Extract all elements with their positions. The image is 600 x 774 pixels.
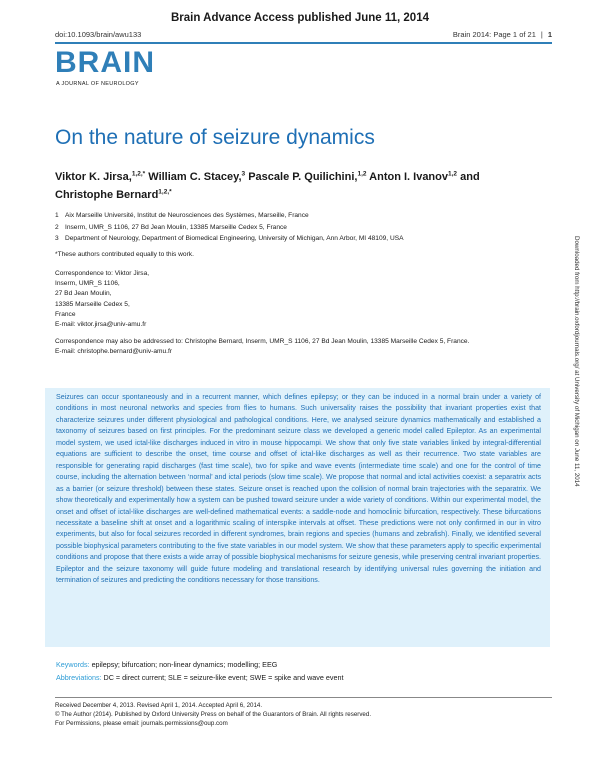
correspondence: Correspondence to: Viktor Jirsa, Inserm, UMR_S 1106, 27 Bd Jean Moulin, 13385 Marseille Cedex 5, France E-mail: viktor.jirsa@univ-amu.fr [55, 269, 149, 330]
author: and Christophe Bernard$^{1,2,*}$ [55, 170, 480, 202]
affiliation: 2 Inserm, UMR_S 1106, 27 Bd Jean Moulin, 13385 Marseille Cedex 5, France [55, 223, 287, 231]
journal-page: Brain 2014: Page 1 of 21 [452, 30, 536, 39]
abbreviations [56, 673, 343, 682]
article-title: On the nature of seizure dynamics [55, 126, 375, 149]
copyright: © The Author (2014). Published by Oxford University Press on behalf of the Guarantors of Brain. All rights reserved. [55, 711, 372, 719]
keywords-label: Keywords: [56, 660, 90, 669]
download-sidenote: Downloaded from http://brain.oxfordjournals.org/ at University of Michigan on June 11, 2014 [573, 236, 580, 487]
author: William C. Stacey,$^3$ [148, 170, 246, 183]
doi[interactable]: doi:10.1093/brain/awu133 [55, 30, 142, 39]
affiliations [55, 210, 535, 245]
equal-contribution-note: *These authors contributed equally to this work. [55, 251, 194, 258]
journal-logo-subtitle: A JOURNAL OF NEUROLOGY [56, 81, 139, 87]
abstract: Seizures can occur spontaneously and in a recurrent manner, which defines epilepsy; or they can be induced in a normal brain under a variety of conditions in most neuronal networks and species from flies to humans. Such universality raises the possibility that invariant properties exist that characterize seizures under different physiological and pathological conditions. Here, we analysed seizure dynamics mathematically and established a taxonomy of seizures based on first principles. For the predominant seizure class we developed a generic model called Epileptor. As an experimental model system, we used ictal-like discharges induced in vitro in mouse hippocampi. We show that only five state variables linked by integral-differential equations are sufficient to describe the onset, time course and offset of ictal-like discharges as well as their recurrence. Two state variables are responsible for generating rapid discharges (fast time scale), two for spike and wave events (intermediate time scale) and one for the control of time course, including the alternation between ‘normal’ and ictal periods (slow time scale). We propose that normal and ictal activities coexist: a separatrix acts as a barrier (or seizure threshold) between these states. Seizure onset is reached upon the collision of normal brain trajectories with the separatrix. We show theoretically and experimentally how a system can be pushed toward seizure under a wide variety of conditions. Within our experimental model, the onset and offset of ictal-like discharges are well-defined mathematical events: a saddle-node and homoclinic bifurcation, respectively. These bifurcations necessitate a baseline shift at onset and a logarithmic scaling of interspike intervals at offset. These predictions were not only confirmed in our in vitro experiments, but also for focal seizures recorded in different syndromes, brain regions and species (humans and zebrafish). Finally, we identified several possible biophysical parameters contributing to the five state variables in our model system. We show that these parameters apply to specific experimental conditions and propose that there exists a wide array of possible biophysical mechanisms for seizure genesis, while preserving central invariant properties. Epileptor and the seizure taxonomy will guide future modeling and translational research by identifying universal rules governing the initiation and termination of seizures and predicting the conditions necessary for those transitions. [56, 393, 541, 585]
author: Pascale P. Quilichini,$^{1,2}$ [248, 170, 367, 183]
page-info [453, 30, 552, 39]
permissions: For Permissions, please email: journals.permissions@oup.com [55, 720, 228, 728]
correspondence-email[interactable]: E-mail: christophe.bernard@univ-amu.fr [55, 348, 173, 356]
affiliation: 3 Department of Neurology, Department of Biomedical Engineering, University of Michigan, Ann Arbor, MI 48109, USA [55, 235, 404, 243]
footer-rule [55, 697, 552, 698]
page-number: 1 [547, 30, 552, 39]
correspondence-email[interactable]: E-mail: viktor.jirsa@univ-amu.fr [55, 321, 147, 329]
received-dates: Received December 4, 2013. Revised April 1, 2014. Accepted April 6, 2014. [55, 702, 263, 709]
correspondence-alternate: Correspondence may also be addressed to: Christophe Bernard, Inserm, UMR_S 1106, 27 Bd Jean Moulin, 13385 Marseille Cedex 5, France. E-mail: christophe.bernard@univ-amu.fr [55, 337, 469, 357]
affiliation: 1 Aix Marseille Université, Institut de Neurosciences des Systèmes, Marseille, France [55, 212, 309, 219]
header-rule [55, 42, 552, 44]
abbreviations-label: Abbreviations: [56, 673, 102, 682]
keywords-text: epilepsy; bifurcation; non-linear dynamics; modelling; EEG [91, 660, 278, 669]
keywords [56, 660, 277, 669]
publication-banner: Brain Advance Access published June 11, 2014 [170, 12, 429, 24]
abbreviations-text: DC = direct current; SLE = seizure-like event; SWE = spike and wave event [103, 673, 344, 682]
author-list [55, 166, 525, 203]
author: Anton I. Ivanov$^{1,2}$ [369, 170, 458, 183]
author: Viktor K. Jirsa,$^{1,2,*}$ [55, 170, 146, 183]
separator: | [540, 30, 543, 39]
footer [55, 701, 371, 729]
journal-logo: BRAIN [55, 46, 155, 79]
